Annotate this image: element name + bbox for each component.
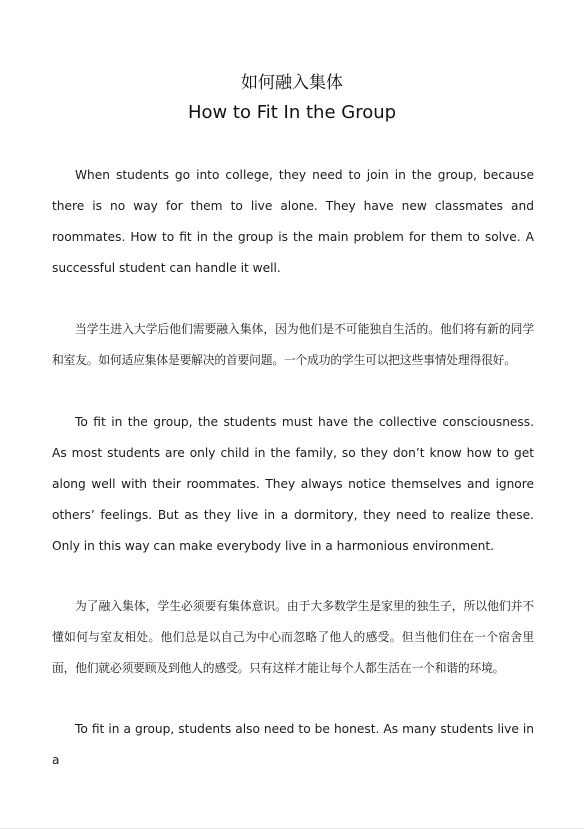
chinese-title: 如何融入集体	[241, 73, 343, 93]
paragraph-english-honest: To fit in a group, students also need to be honest. As many students live in a	[52, 722, 534, 767]
paragraph-english-collective: To fit in the group, the students must have the collective consciousness. As most students are only child in the family, so they don’t know how to get along well with their roommates. They always notice themselves and ignore others’ feelings. But as they live in a dormitory, they need to realize these. Only in this way can make everybody live in a harmonious environment.	[52, 415, 534, 553]
paragraph-chinese-collective: 为了融入集体，学生必须要有集体意识。由于大多数学生是家里的独生子，所以他们并不懂如何与室友相处。他们总是以自己为中心而忽略了他人的感受。但当他们住在一个宿舍里面，他们就必须要顾及到他人的感受。只有这样才能让每个人都生活在一个和谐的环境。	[52, 599, 534, 675]
paragraph-chinese-intro: 当学生进入大学后他们需要融入集体，因为他们是不可能独自生活的。他们将有新的同学和室友。如何适应集体是要解决的首要问题。一个成功的学生可以把这些事情处理得很好。	[52, 322, 534, 367]
english-title: How to Fit In the Group	[187, 102, 397, 123]
paragraph-english-intro: When students go into college, they need to join in the group, because there is no way for them to live alone. They have new classmates and roommates. How to fit in the group is the main problem for them to solve. A successful student can handle it well.	[52, 168, 534, 275]
